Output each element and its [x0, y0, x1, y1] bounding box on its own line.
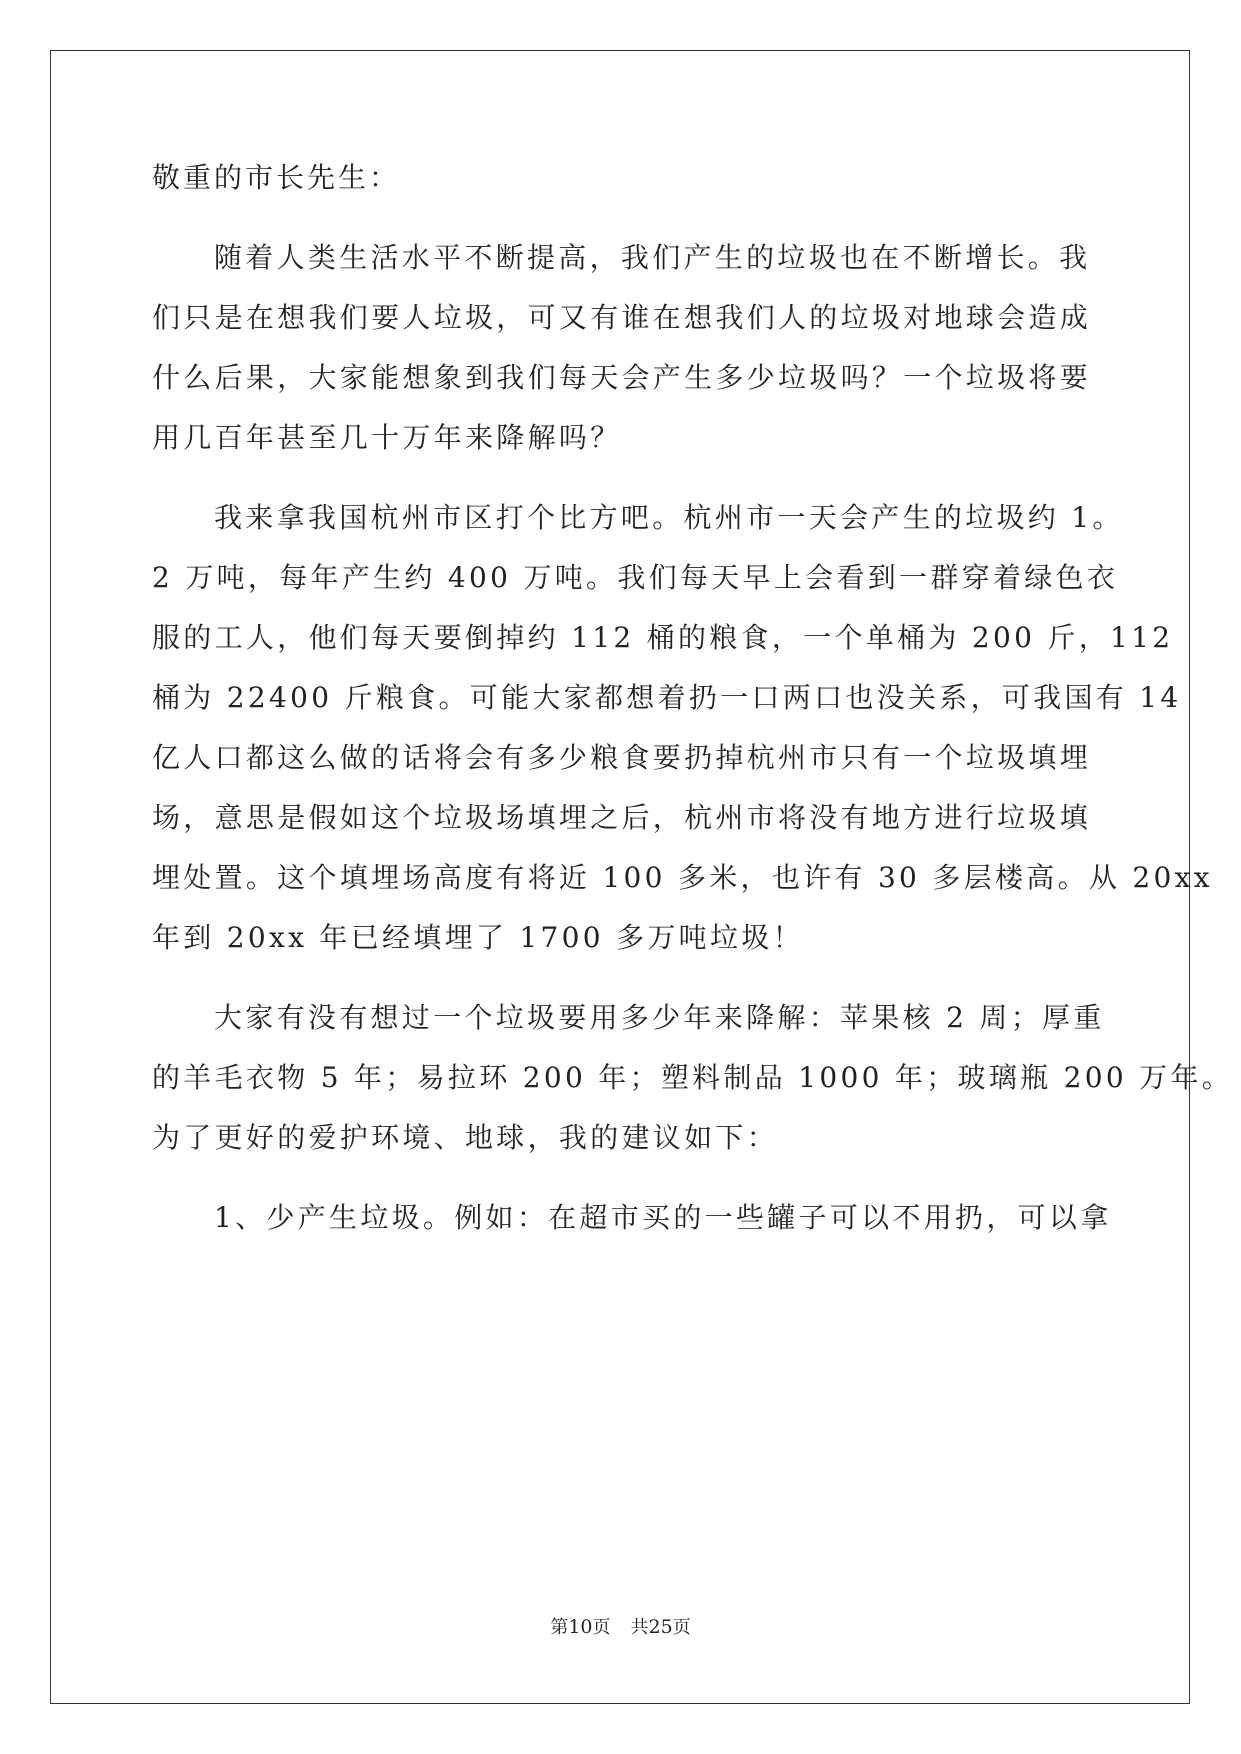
total-prefix: 共: [630, 1617, 649, 1638]
paragraph-2-line-4: 桶为 22400 斤粮食。可能大家都想着扔一口两口也没关系，可我国有 14: [152, 681, 1182, 714]
paragraph-3-line-3: 为了更好的爱护环境、地球，我的建议如下：: [152, 1121, 779, 1154]
page-number: [550, 1615, 610, 1640]
paragraph-4-line-1: 1、少产生垃圾。例如：在超市买的一些罐子可以不用扔，可以拿: [214, 1201, 1112, 1234]
paragraph-3-line-2: 的羊毛衣物 5 年；易拉环 200 年；塑料制品 1000 年；玻璃瓶 200 万年。: [152, 1061, 1234, 1094]
paragraph-1-line-1: 随着人类生活水平不断提高，我们产生的垃圾也在不断增长。我: [214, 241, 1091, 274]
paragraph-2-line-5: 亿人口都这么做的话将会有多少粮食要扔掉杭州市只有一个垃圾填埋: [152, 741, 1092, 774]
paragraph-2-line-2: 2 万吨，每年产生约 400 万吨。我们每天早上会看到一群穿着绿色衣: [152, 561, 1119, 594]
page-total: 25: [648, 1616, 673, 1638]
paragraph-2-line-6: 场，意思是假如这个垃圾场填埋之后，杭州市将没有地方进行垃圾填: [152, 801, 1092, 834]
paragraph-2-line-8: 年到 20xx 年已经填埋了 1700 多万吨垃圾！: [152, 921, 804, 954]
paragraph-1-line-3: 什么后果，大家能想象到我们每天会产生多少垃圾吗？一个垃圾将要: [152, 361, 1092, 394]
paragraph-2-line-3: 服的工人，他们每天要倒掉约 112 桶的粮食，一个单桶为 200 斤，112: [152, 621, 1174, 654]
page-total-label: [631, 1615, 691, 1640]
total-suffix: 页: [672, 1617, 691, 1638]
salutation: 敬重的市长先生：: [152, 161, 401, 194]
paragraph-1-line-2: 们只是在想我们要人垃圾，可又有谁在想我们人的垃圾对地球会造成: [152, 301, 1092, 334]
paragraph-2-line-7: 埋处置。这个填埋场高度有将近 100 多米，也许有 30 多层楼高。从 20xx: [152, 861, 1213, 894]
paragraph-2-line-1: 我来拿我国杭州市区打个比方吧。杭州市一天会产生的垃圾约 1。: [214, 501, 1124, 534]
page-suffix: 页: [592, 1617, 611, 1638]
paragraph-1-line-4: 用几百年甚至几十万年来降解吗？: [152, 421, 622, 454]
paragraph-3-line-1: 大家有没有想过一个垃圾要用多少年来降解：苹果核 2 周；厚重: [214, 1001, 1105, 1034]
page-footer: [0, 1615, 1241, 1640]
page-current: 10: [568, 1616, 593, 1638]
page-prefix: 第: [550, 1617, 569, 1638]
